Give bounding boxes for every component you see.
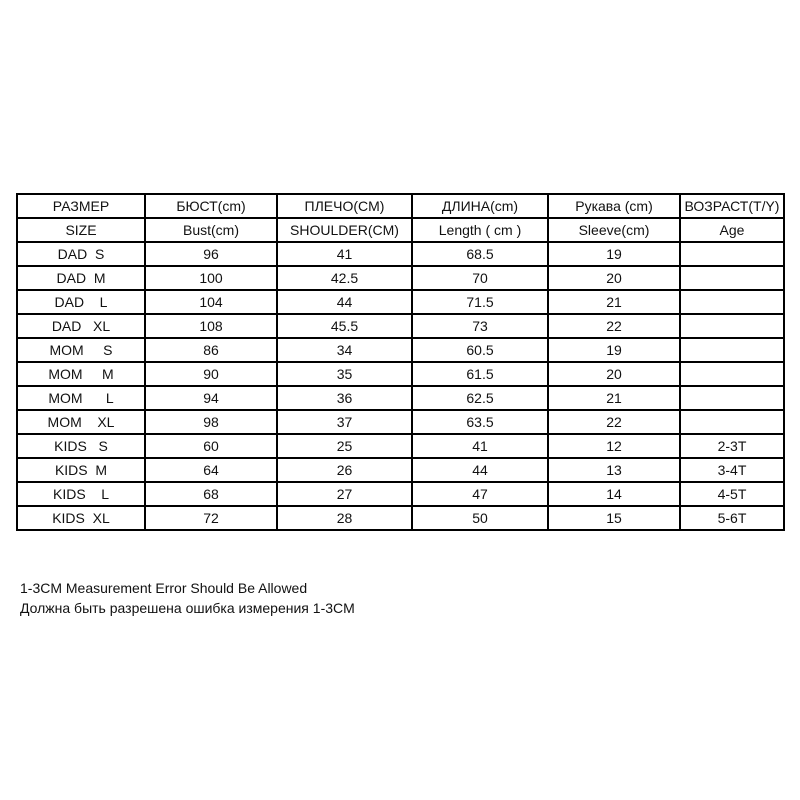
- cell-bust: 60: [145, 434, 277, 458]
- cell-age: 4-5T: [680, 482, 784, 506]
- cell-sleeve: 22: [548, 410, 680, 434]
- cell-length: 63.5: [412, 410, 548, 434]
- cell-age: [680, 386, 784, 410]
- cell-age: ВОЗРАСТ(Т/Y): [680, 194, 784, 218]
- cell-age: [680, 410, 784, 434]
- cell-sleeve: 12: [548, 434, 680, 458]
- cell-age: 2-3T: [680, 434, 784, 458]
- cell-bust: БЮСТ(cm): [145, 194, 277, 218]
- cell-length: 44: [412, 458, 548, 482]
- cell-bust: 86: [145, 338, 277, 362]
- table-row: [17, 458, 784, 482]
- cell-bust: 104: [145, 290, 277, 314]
- cell-length: 47: [412, 482, 548, 506]
- cell-bust: 98: [145, 410, 277, 434]
- cell-size: MOM XL: [17, 410, 145, 434]
- cell-sleeve: 21: [548, 386, 680, 410]
- note-english: 1-3CM Measurement Error Should Be Allowed: [20, 580, 308, 596]
- cell-sleeve: 20: [548, 266, 680, 290]
- table-row: [17, 314, 784, 338]
- cell-shoulder: 44: [277, 290, 412, 314]
- cell-bust: 68: [145, 482, 277, 506]
- table-row: [17, 386, 784, 410]
- cell-shoulder: 34: [277, 338, 412, 362]
- cell-shoulder: 27: [277, 482, 412, 506]
- cell-age: [680, 266, 784, 290]
- header-row-english: [17, 218, 784, 242]
- cell-age: [680, 338, 784, 362]
- cell-bust: 94: [145, 386, 277, 410]
- cell-length: 41: [412, 434, 548, 458]
- cell-size: MOM L: [17, 386, 145, 410]
- cell-shoulder: 36: [277, 386, 412, 410]
- cell-size: KIDS M: [17, 458, 145, 482]
- cell-length: 62.5: [412, 386, 548, 410]
- cell-sleeve: 14: [548, 482, 680, 506]
- cell-length: 71.5: [412, 290, 548, 314]
- cell-length: 70: [412, 266, 548, 290]
- cell-bust: 108: [145, 314, 277, 338]
- cell-bust: Bust(cm): [145, 218, 277, 242]
- cell-sleeve: 20: [548, 362, 680, 386]
- cell-sleeve: 15: [548, 506, 680, 530]
- cell-size: DAD XL: [17, 314, 145, 338]
- cell-sleeve: 13: [548, 458, 680, 482]
- cell-size: MOM S: [17, 338, 145, 362]
- cell-length: Length ( cm ): [412, 218, 548, 242]
- cell-bust: 64: [145, 458, 277, 482]
- cell-length: 60.5: [412, 338, 548, 362]
- cell-sleeve: Sleeve(cm): [548, 218, 680, 242]
- table-row: [17, 242, 784, 266]
- cell-size: DAD L: [17, 290, 145, 314]
- header-row-russian: [17, 194, 784, 218]
- cell-size: DAD M: [17, 266, 145, 290]
- cell-size: KIDS L: [17, 482, 145, 506]
- cell-age: [680, 242, 784, 266]
- cell-length: 68.5: [412, 242, 548, 266]
- note-russian: Должна быть разрешена ошибка измерения 1-3CM: [20, 600, 355, 616]
- cell-sleeve: 19: [548, 338, 680, 362]
- cell-size: РАЗМЕР: [17, 194, 145, 218]
- cell-length: ДЛИНА(cm): [412, 194, 548, 218]
- size-chart-body: [17, 194, 784, 530]
- table-row: [17, 506, 784, 530]
- cell-age: [680, 362, 784, 386]
- cell-sleeve: 22: [548, 314, 680, 338]
- cell-size: SIZE: [17, 218, 145, 242]
- cell-length: 73: [412, 314, 548, 338]
- table-row: [17, 362, 784, 386]
- cell-sleeve: 19: [548, 242, 680, 266]
- cell-shoulder: SHOULDER(CM): [277, 218, 412, 242]
- cell-shoulder: 28: [277, 506, 412, 530]
- cell-size: KIDS XL: [17, 506, 145, 530]
- cell-age: Age: [680, 218, 784, 242]
- cell-sleeve: Рукава (cm): [548, 194, 680, 218]
- cell-sleeve: 21: [548, 290, 680, 314]
- cell-age: [680, 314, 784, 338]
- cell-size: KIDS S: [17, 434, 145, 458]
- cell-shoulder: 35: [277, 362, 412, 386]
- cell-length: 61.5: [412, 362, 548, 386]
- cell-size: DAD S: [17, 242, 145, 266]
- cell-shoulder: 42.5: [277, 266, 412, 290]
- cell-shoulder: 45.5: [277, 314, 412, 338]
- cell-shoulder: 41: [277, 242, 412, 266]
- cell-age: [680, 290, 784, 314]
- table-row: [17, 482, 784, 506]
- cell-bust: 96: [145, 242, 277, 266]
- cell-shoulder: 25: [277, 434, 412, 458]
- cell-shoulder: 26: [277, 458, 412, 482]
- cell-age: 5-6T: [680, 506, 784, 530]
- table-row: [17, 290, 784, 314]
- cell-bust: 90: [145, 362, 277, 386]
- cell-size: MOM M: [17, 362, 145, 386]
- cell-bust: 72: [145, 506, 277, 530]
- size-chart-table: [16, 193, 785, 531]
- table-row: [17, 434, 784, 458]
- table-row: [17, 338, 784, 362]
- cell-age: 3-4T: [680, 458, 784, 482]
- table-row: [17, 410, 784, 434]
- cell-length: 50: [412, 506, 548, 530]
- measurement-notes: [20, 578, 355, 618]
- table-row: [17, 266, 784, 290]
- cell-shoulder: ПЛЕЧО(CM): [277, 194, 412, 218]
- cell-shoulder: 37: [277, 410, 412, 434]
- cell-bust: 100: [145, 266, 277, 290]
